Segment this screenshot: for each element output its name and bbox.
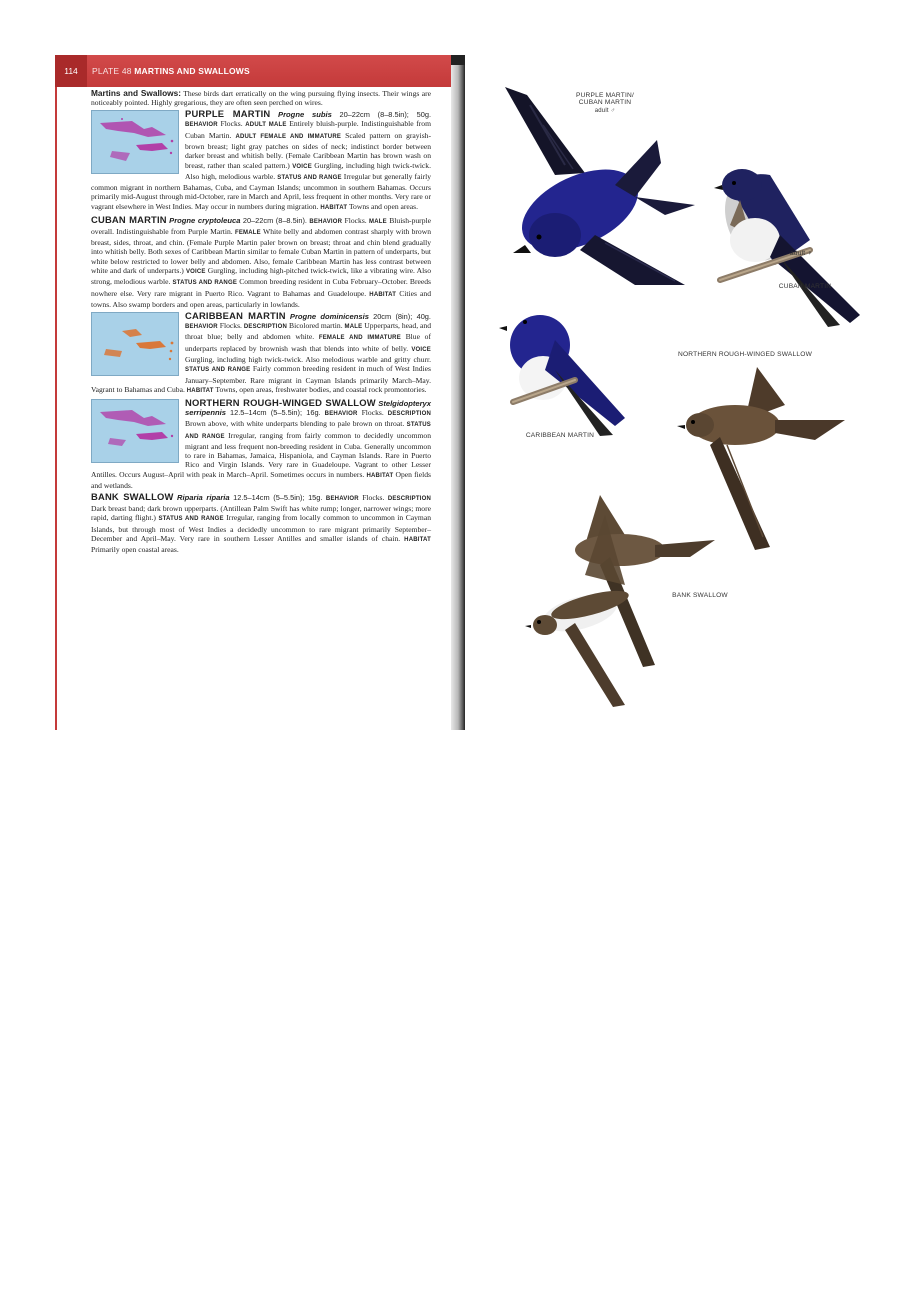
plate-number: PLATE 48 xyxy=(92,66,132,76)
range-map-rough-winged-swallow xyxy=(91,399,179,463)
cuban-martin-female-illustration xyxy=(700,145,870,345)
species-text xyxy=(91,89,431,556)
book-spread xyxy=(55,55,875,730)
book-spine xyxy=(451,55,465,730)
red-page-edge xyxy=(55,87,57,730)
bank-swallow-illustration xyxy=(525,495,715,715)
caption-bank-swallow: BANK SWALLOW xyxy=(672,592,728,599)
caption-rough-winged-swallow: NORTHERN ROUGH-WINGED SWALLOW xyxy=(677,351,812,358)
caption-cuban-martin: CUBAN MARTIN xyxy=(778,283,832,290)
species-bank-swallow: BANK SWALLOW Riparia riparia 12.5–14cm (5–5.5in); 15g. BEHAVIOR Flocks. DESCRIPTION Dark breast band; dark brown upperparts. (Antillean Palm Swift has white rump; longer, narrower wings; more rapid, darting flight.) STATUS AND RANGE Irregular, ranging from locally common to uncommon in Cayman Islands, but through most of West Indies a decidedly uncommon to rare migrant primarily September–December and April–May. Very rare in southern Lesser Antilles and smaller islands of chain. HABITAT Primarily open coastal areas. xyxy=(91,490,432,555)
species-cuban-martin: CUBAN MARTIN Progne cryptoleuca 20–22cm (8–8.5in). BEHAVIOR Flocks. MALE Bluish-purple overall. Indistinguishable from Purple Martin. FEMALE White belly and abdomen contrast sharply with brown breast, sides, throat, and chin. (Female Purple Martin paler brown on breast; throat and chin blend gradually into whitish belly. Both sexes of Caribbean Martin similar to female Cuban Martin in pattern of underparts, but white below restricted to lower belly and abdomen. Also, female Caribbean Martin has less contrast between white and dark of underparts.) VOICE Gurgling, including high-pitched twick-twick, like a vibrating wire. Also strong, melodious warble. STATUS AND RANGE Common breeding resident in Cuba February–October. Breeds nowhere else. Very rare migrant in Puerto Rico. Vagrant to Bahamas and Guadeloupe. HABITAT Cities and towns. Also swamp borders and open areas, particularly in lowlands. xyxy=(91,213,432,309)
caption-adult-female: adult ♀ xyxy=(790,250,813,257)
right-page-plate xyxy=(465,55,875,730)
species-caribbean-martin: CARIBBEAN MARTIN Progne dominicensis 20cm (8in); 40g. BEHAVIOR Flocks. DESCRIPTION Bicolored martin. MALE Upperparts, head, and throat blue; belly and abdomen white. FEMALE AND IMMATURE Blue of underparts replaced by brownish wash that blends into white of belly. VOICE Gurgling, including high twick-twick. Also melodious warble and gritty churr. STATUS AND RANGE Fairly common breeding resident in much of West Indies January–September. Rare migrant in Cayman Islands primarily March–May. Vagrant to Bahamas and Cuba. HABITAT Towns, open areas, freshwater bodies, and coastal rock promontories. xyxy=(91,309,431,394)
page-header xyxy=(55,55,460,87)
species-rough-winged-swallow: NORTHERN ROUGH-WINGED SWALLOW Stelgidopteryx serripennis 12.5–14cm (5–5.5in); 16g. BEHAVIOR Flocks. DESCRIPTION Brown above, with white underparts blending to pale brown on throat. STATUS AND RANGE Irregular, ranging from fairly common to decidedly uncommon migrant and less frequent non-breeding resident in Cuba. Generally uncommon to rare in Bahamas, Jamaica, Hispaniola, and Cayman Islands. Rare in Puerto Rico and Virgin Islands. Very rare in Guadeloupe. Vagrant to other Lesser Antilles. Occurs August–April with peak in March–April. Sometimes occurs in numbers. HABITAT Open fields and wetlands. xyxy=(91,396,431,490)
range-map-caribbean-martin xyxy=(91,312,179,376)
caption-purple-cuban-martin: PURPLE MARTIN/ CUBAN MARTIN adult ♂ xyxy=(575,92,634,114)
page-number: 114 xyxy=(55,55,87,87)
intro-heading: Martins and Swallows: xyxy=(91,88,181,98)
plate-title xyxy=(92,55,250,87)
caribbean-martin-illustration xyxy=(495,300,635,450)
plate-name: MARTINS AND SWALLOWS xyxy=(134,66,250,76)
purple-martin-flight-illustration xyxy=(485,85,725,285)
species-purple-martin: PURPLE MARTIN Progne subis 20–22cm (8–8.5in); 50g. BEHAVIOR Flocks. ADULT MALE Entirely bluish-purple. Indistinguishable from Cuban Martin. ADULT FEMALE AND IMMATURE Scaled pattern on grayish-brown breast; light gray patches on sides of neck; indistinct border between darker breast and whitish belly. (Female Caribbean Martin has brown wash on breast, rather than scaled pattern.) VOICE Gurgling, including high twick-twick. Also high, melodious warble. STATUS AND RANGE Irregular but generally fairly common migrant in northern Bahamas, Cuba, and Cayman Islands; uncommon in southern Bahamas. Occurs primarily mid-August through mid-October, rare in March and April, less frequent in other months. Very rare or vagrant elsewhere in West Indies. May occur in numbers during migration. HABITAT Towns and open areas. xyxy=(91,108,431,211)
intro-paragraph xyxy=(91,89,431,108)
left-page xyxy=(55,55,460,730)
intro-text: These birds dart erratically on the wing pursuing flying insects. Their wings are noticeably pointed. Highly gregarious, they are often seen perched on wires. xyxy=(91,89,431,108)
range-map-purple-martin xyxy=(91,110,179,174)
caption-caribbean-martin: CARIBBEAN MARTIN xyxy=(525,432,595,439)
